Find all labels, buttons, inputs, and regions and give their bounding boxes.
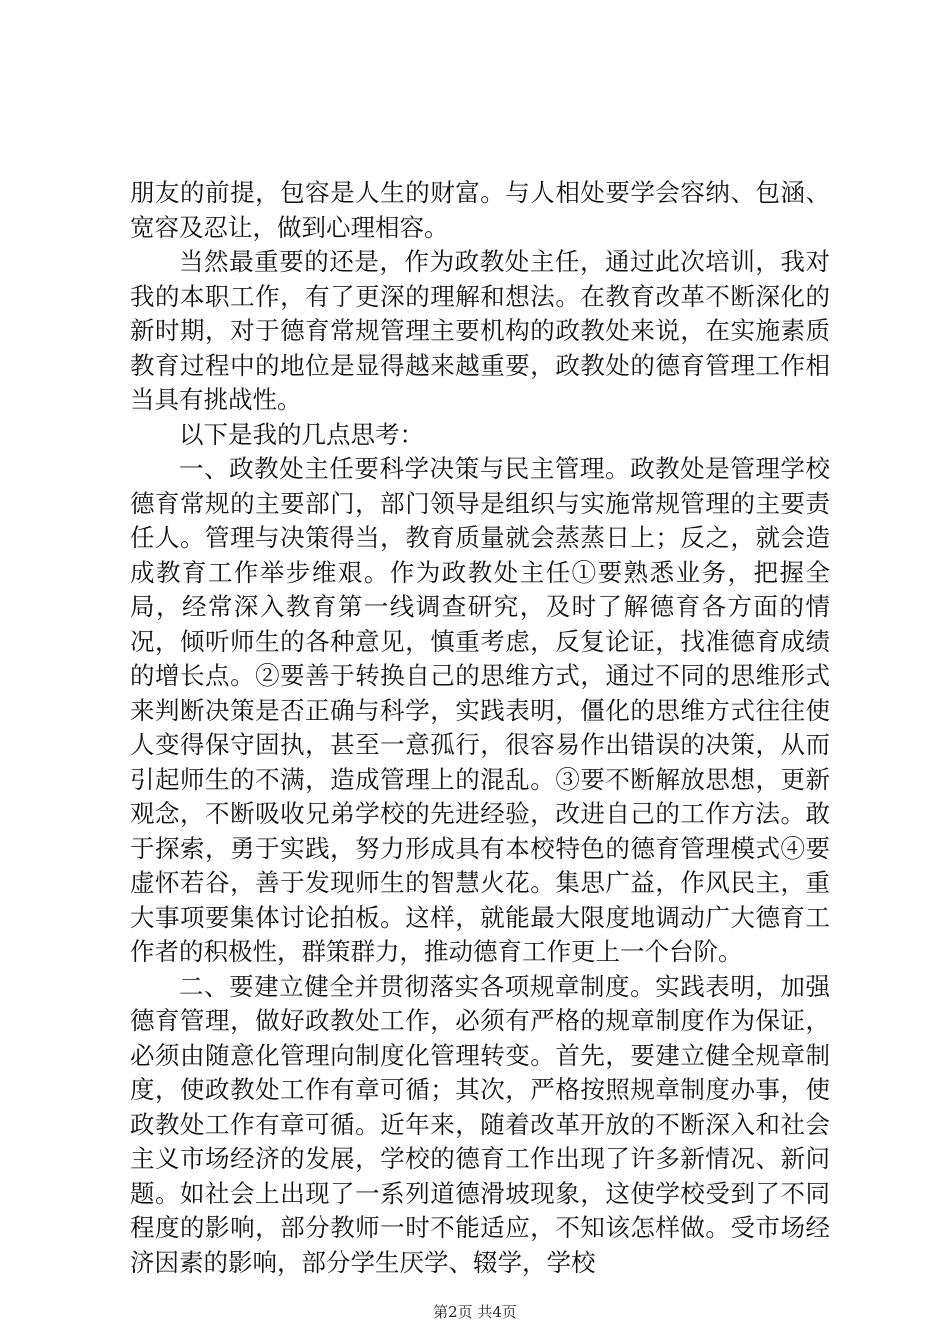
page-footer: 第2页 共4页 bbox=[433, 1303, 517, 1321]
paragraph: 一、政教处主任要科学决策与民主管理。政教处是管理学校德育常规的主要部门，部门领导是组织与实施常规管理的主要责任人。管理与决策得当，教育质量就会蒸蒸日上；反之，就会造成教育工作举步维艰。作为政教处主任①要熟悉业务，把握全局，经常深入教育第一线调查研究，及时了解德育各方面的情况，倾听师生的各种意见，慎重考虑，反复论证，找准德育成绩的增长点。②要善于转换自己的思维方式，通过不同的思维形式来判断决策是否正确与科学，实践表明，僵化的思维方式往往使人变得保守固执，甚至一意孤行，很容易作出错误的决策，从而引起师生的不满，造成管理上的混乱。③要不断解放思想，更新观念，不断吸收兄弟学校的先进经验，改进自己的工作方法。敢于探索，勇于实践，努力形成具有本校特色的德育管理模式④要虚怀若谷，善于发现师生的智慧火花。集思广益，作风民主，重大事项要集体讨论拍板。这样，就能最大限度地调动广大德育工作者的积极性，群策群力，推动德育工作更上一个台阶。 bbox=[130, 454, 830, 966]
paragraph: 以下是我的几点思考： bbox=[179, 419, 424, 449]
paragraph-continuation: 朋友的前提，包容是人生的财富。与人相处要学会容纳、包涵、宽容及忍让，做到心理相容。 bbox=[130, 178, 830, 242]
document-body bbox=[130, 176, 830, 1280]
paragraph: 二、要建立健全并贯彻落实各项规章制度。实践表明，加强德育管理，做好政教处工作，必须有严格的规章制度作为保证，必须由随意化管理向制度化管理转变。首先，要建立健全规章制度，使政教处工作有章可循；其次，严格按照规章制度办事，使政教处工作有章可循。近年来，随着改革开放的不断深入和社会主义市场经济的发展，学校的德育工作出现了许多新情况、新问题。如社会上出现了一系列道德滑坡现象，这使学校受到了不同程度的影响，部分教师一时不能适应，不知该怎样做。受市场经济因素的影响，部分学生厌学、辍学，学校 bbox=[130, 971, 830, 1277]
paragraph: 当然最重要的还是，作为政教处主任，通过此次培训，我对我的本职工作，有了更深的理解和想法。在教育改革不断深化的新时期，对于德育常规管理主要机构的政教处来说，在实施素质教育过程中的地位是显得越来越重要，政教处的德育管理工作相当具有挑战性。 bbox=[130, 247, 830, 414]
